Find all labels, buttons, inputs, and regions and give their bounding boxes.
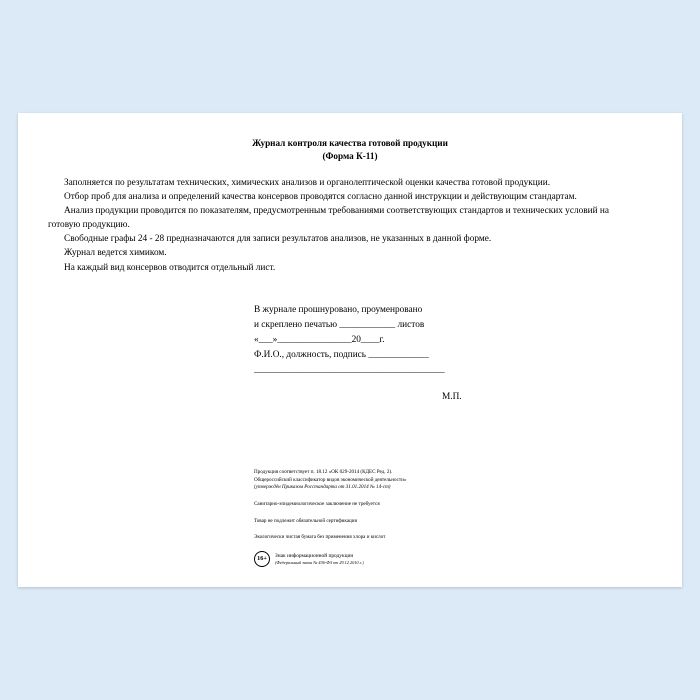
document-page-inner	[18, 137, 682, 611]
intro-paragraph: Журнал ведется химиком.	[64, 248, 167, 259]
document-page	[18, 113, 682, 587]
footer-certification-note: Товар не подлежит обязательной сертификации	[254, 517, 358, 524]
title-line-2: (Форма К-11)	[322, 151, 378, 162]
footer-okved-group	[254, 469, 406, 492]
age-rating-icon: 16+	[254, 551, 270, 567]
footer-line: (утверждён Приказом Росстандарта от 31.01.2014 № 14-ст)	[254, 484, 391, 491]
certification-line: «___»________________20____г.	[254, 335, 385, 346]
intro-section	[48, 177, 652, 275]
certification-line: _________________________________________	[254, 365, 445, 376]
intro-paragraph: Заполняется по результатам технических, химических анализов и органолептической оценки качества готовой продукции.	[64, 178, 551, 189]
certification-block	[254, 303, 682, 378]
title-line-1: Журнал контроля качества готовой продукции	[252, 138, 448, 148]
footer-age-mark	[254, 551, 406, 567]
intro-paragraph: Свободные графы 24 - 28 предназначаются для записи результатов анализов, не указанных в данной форме.	[64, 234, 492, 245]
certification-line: и скреплено печатью ____________ листов	[254, 320, 425, 331]
intro-paragraph: Анализ продукции проводится по показателям, предусмотренным требованиями соответствующих стандартов и технических условий на	[64, 206, 610, 217]
footer-paper-note: Экологически чистая бумага без применения хлора и кислот	[254, 534, 386, 541]
footer-line: Общероссийский классификатор видов экономической деятельности»	[254, 476, 407, 483]
intro-paragraph: На каждый вид консервов отводится отдельный лист.	[64, 262, 276, 273]
intro-paragraph: Отбор проб для анализа и определений качества консервов проводятся согласно данной инструкции и действующим стандартам.	[64, 192, 577, 203]
certification-line: В журнале прошнуровано, проуменровано	[254, 305, 423, 316]
stamp-place-label: М.П.	[442, 392, 462, 403]
intro-paragraph: готовую продукцию.	[48, 220, 130, 231]
footer-line: Продукция соответствует п. 18.12 «ОК 029-2014 (КДЕС Ред. 2).	[254, 469, 393, 475]
certification-line: Ф.И.О., должность, подпись _____________	[254, 350, 429, 361]
footer-sanitary-note: Санитарно-эпидемиологическое заключение не требуется	[254, 500, 380, 507]
age-mark-text	[275, 552, 364, 567]
document-title	[18, 137, 682, 163]
age-mark-line-1: Знак информационной продукции	[275, 552, 354, 559]
document-footer	[254, 469, 406, 567]
age-mark-line-2: (Федеральный закон № 436-ФЗ от 29.12.2010 г.)	[275, 559, 364, 565]
